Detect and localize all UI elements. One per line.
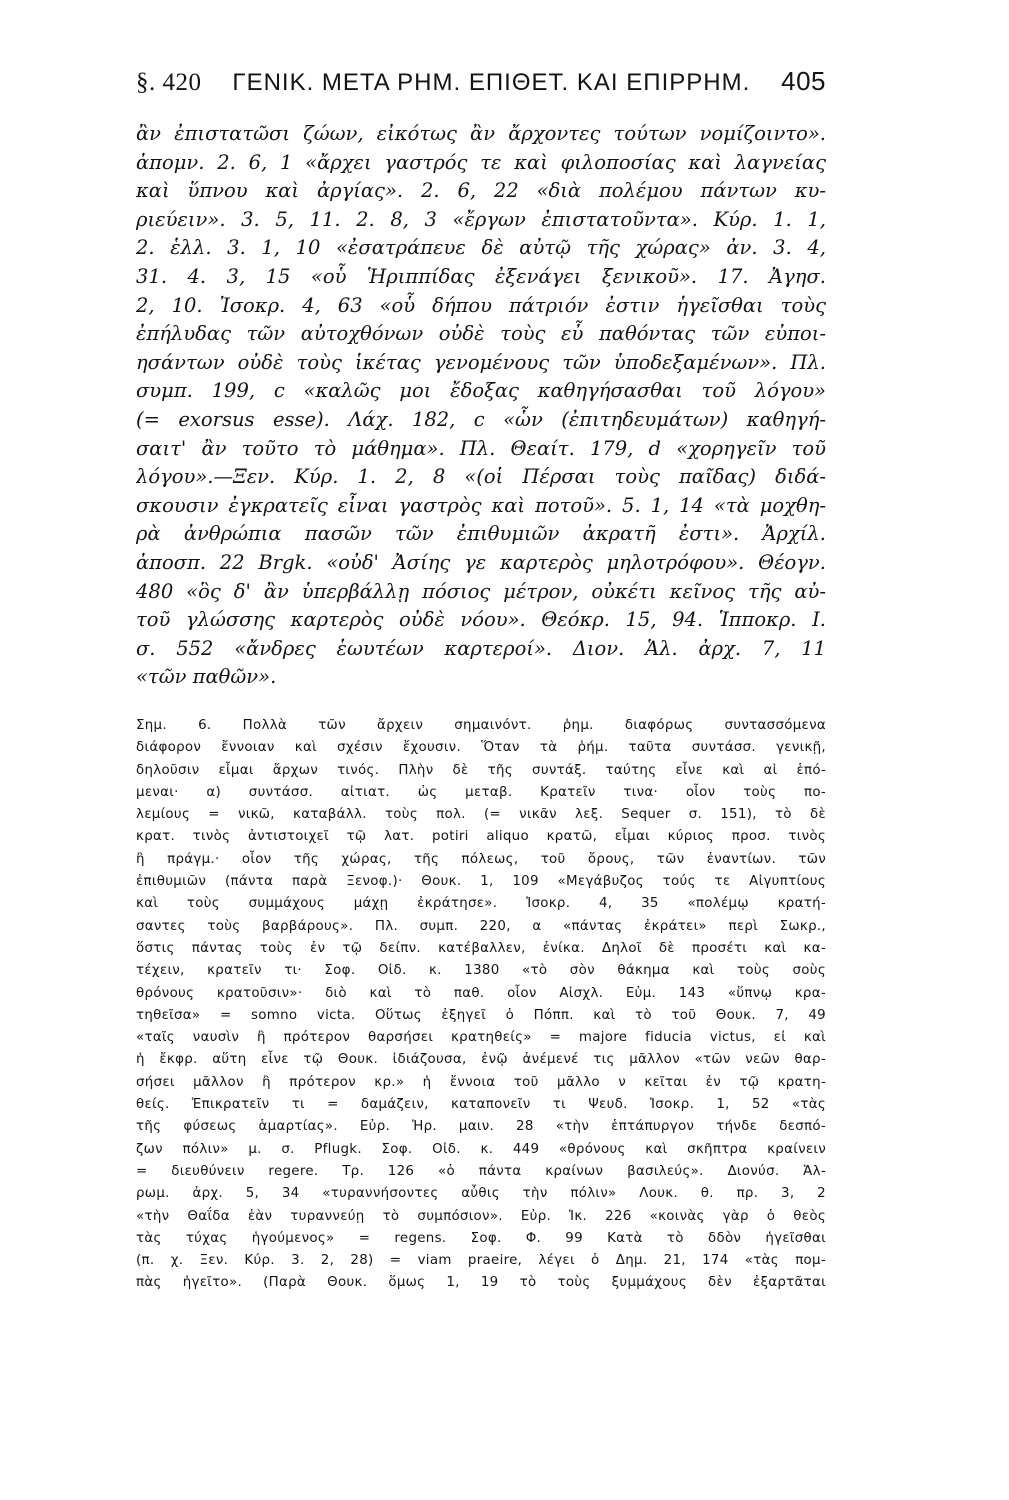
section-number: §. 420: [136, 69, 202, 96]
note-line: τὰς τύχας ἡγούμενος» = regens. Σοφ. Φ. 99 Κατὰ τὸ δδὸν ἡγεῖσθαι: [136, 1230, 826, 1246]
text-line: σ. 552 «ἄνδρες ἑωυτέων καρτεροί». Διον. Ἁλ. ἀρχ. 7, 11: [136, 636, 826, 660]
text-line: 2, 10. Ἰσοκρ. 4, 63 «οὗ δήπου πάτριόν ἐστιν ἡγεῖσθαι τοὺς: [136, 293, 826, 317]
text-line: ἀπομν. 2. 6, 1 «ἄρχει γαστρός τε καὶ φιλοποσίας καὶ λαγνείας: [136, 150, 826, 174]
note-line: ρωμ. ἀρχ. 5, 34 «τυραννήσοντες αὖθις τὴν πόλιν» Λουκ. θ. πρ. 3, 2: [136, 1186, 826, 1202]
note-line: μεναι· α) συντάσσ. αἰτιατ. ὡς μεταβ. Κρατεῖν τινα· οἷον τοὺς πο-: [136, 784, 826, 800]
footnote-text: [136, 715, 826, 1295]
note-line: καὶ τοὺς συμμάχους μάχῃ ἐκράτησε». Ἰσοκρ. 4, 35 «πολέμῳ κρατή-: [136, 896, 826, 912]
note-line: διάφορον ἔννοιαν καὶ σχέσιν ἔχουσιν. Ὅταν τὰ ῥήμ. ταῦτα συντάσσ. γενικῇ,: [136, 740, 826, 756]
text-line: «τῶν παθῶν».: [136, 665, 277, 689]
note-line: Σημ. 6. Πολλὰ τῶν ἄρχειν σημαινόντ. ῥημ. διαφόρως συντασσόμενα: [136, 718, 826, 733]
text-line: 480 «ὃς δ' ἂν ὑπερβάλλῃ πόσιος μέτρον, οὐκέτι κεῖνος τῆς αὐ-: [136, 579, 826, 603]
note-line: τῆς φύσεως ἁμαρτίας». Εὐρ. Ἡρ. μαιν. 28 «τὴν ἑπτάπυργον τήνδε δεσπό-: [136, 1119, 826, 1135]
text-line: ἂν ἐπιστατῶσι ζώων, εἰκότως ἂν ἄρχοντες τούτων νομίζοιντο».: [136, 122, 826, 145]
text-line: 31. 4. 3, 15 «οὗ Ἡριππίδας ἐξενάγει ξενικοῦ». 17. Ἀγησ.: [136, 264, 826, 288]
text-line: σκουσιν ἐγκρατεῖς εἶναι γαστρὸς καὶ ποτοῦ». 5. 1, 14 «τὰ μοχθη-: [136, 493, 826, 517]
text-line: ησάντων οὐδὲ τοὺς ἱκέτας γενομένους τῶν ὑποδεξαμένων». Πλ.: [136, 350, 826, 374]
note-line: σαντες τοὺς βαρβάρους». Πλ. συμπ. 220, α «πάντας ἐκράτει» περὶ Σωκρ.,: [136, 918, 826, 934]
note-line: ὅστις πάντας τοὺς ἐν τῷ δείπν. κατέβαλλεν, ἐνίκα. Δηλοῖ δὲ προσέτι καὶ κα-: [136, 940, 826, 956]
text-line: ἐπήλυδας τῶν αὐτοχθόνων οὐδὲ τοὺς εὖ παθόντας τῶν εὐποι-: [136, 322, 826, 346]
note-line: πὰς ἡγεῖτο». (Παρὰ Θουκ. ὅμως 1, 19 τὸ τοὺς ξυμμάχους δὲν ἐξαρτᾶται: [136, 1275, 826, 1291]
note-line: σήσει μᾶλλον ἢ πρότερον κρ.» ἡ ἔννοια τοῦ μᾶλλο ν κεῖται ἐν τῷ κρατη-: [136, 1074, 826, 1090]
text-line: καὶ ὕπνου καὶ ἀργίας». 2. 6, 22 «διὰ πολέμου πάντων κυ-: [136, 179, 826, 203]
note-line: λεμίους = νικῶ, καταβάλλ. τοὺς πολ. (= νικᾶν λεξ. Sequer σ. 151), τὸ δὲ: [136, 807, 826, 823]
note-line: θρόνους κρατοῦσιν»· διὸ καὶ τὸ παθ. οἷον Αἰσχλ. Εὐμ. 143 «ὕπνῳ κρα-: [136, 985, 826, 1001]
text-line: ρὰ ἀνθρώπια πασῶν τῶν ἐπιθυμιῶν ἀκρατῆ ἐστι». Ἀρχίλ.: [136, 522, 826, 546]
note-line: τηθεῖσα» = somno victa. Οὕτως ἐξηγεῖ ὁ Πόππ. καὶ τὸ τοῦ Θουκ. 7, 49: [136, 1007, 826, 1023]
text-line: λόγου».—Ξεν. Κύρ. 1. 2, 8 «(οἱ Πέρσαι τοὺς παῖδας) διδά-: [136, 465, 826, 489]
text-line: (= exorsus esse). Λάχ. 182, c «ὧν (ἐπιτηδευμάτων) καθηγή-: [136, 407, 826, 431]
note-line: «ταῖς ναυσὶν ἢ πρότερον θαρσήσει κρατηθείς» = majore fiducia victus, εἰ καὶ: [136, 1030, 826, 1046]
note-line: κρατ. τινὸς ἀντιστοιχεῖ τῷ λατ. potiri aliquo κρατῶ, εἶμαι κύριος προσ. τινὸς: [136, 829, 826, 845]
note-line: θείς. Ἐπικρατεῖν τι = δαμάζειν, καταπονεῖν τι Ψευδ. Ἰσοκρ. 1, 52 «τὰς: [136, 1097, 826, 1113]
note-line: (π. χ. Ξεν. Κύρ. 3. 2, 28) = viam praeire, λέγει ὁ Δημ. 21, 174 «τὰς πομ-: [136, 1253, 826, 1269]
running-header: [136, 66, 826, 102]
note-line: ἢ πράγμ.· οἷον τῆς χώρας, τῆς πόλεως, τοῦ ὄρους, τῶν ἐναντίων. τῶν: [136, 851, 826, 867]
main-text: [136, 120, 826, 692]
page-number: 405: [781, 66, 826, 96]
note-line: τέχειν, κρατεῖν τι· Σοφ. Οἰδ. κ. 1380 «τὸ σὸν θάκημα καὶ τοὺς σοὺς: [136, 963, 826, 979]
text-line: ριεύειν». 3. 5, 11. 2. 8, 3 «ἔργων ἐπιστατοῦντα». Κύρ. 1. 1,: [136, 207, 826, 231]
text-line: σαιτ' ἂν τοῦτο τὸ μάθημα». Πλ. Θεαίτ. 179, d «χορηγεῖν τοῦ: [136, 436, 826, 460]
note-line: ἡ ἔκφρ. αὕτη εἶνε τῷ Θουκ. ἰδιάζουσα, ἐνῷ ἀνέμενέ τις μᾶλλον «τῶν νεῶν θαρ-: [136, 1052, 826, 1068]
note-line: δηλοῦσιν εἶμαι ἄρχων τινός. Πλὴν δὲ τῆς συντάξ. ταύτης εἶνε καὶ αἱ ἑπό-: [136, 762, 826, 778]
note-line: ζων πόλιν» μ. σ. Pflugk. Σοφ. Οἰδ. κ. 449 «θρόνους καὶ σκῆπτρα κραίνειν: [136, 1141, 826, 1157]
note-line: «τὴν Θαΐδα ἐὰν τυραννεύῃ τὸ συμπόσιον». Εὐρ. Ἱκ. 226 «κοινὰς γὰρ ὁ θεὸς: [136, 1208, 826, 1224]
text-line: τοῦ γλώσσης καρτερὸς οὐδὲ νόου». Θεόκρ. 15, 94. Ἱπποκρ. Ι.: [136, 608, 826, 632]
running-title: ΓΕΝΙΚ. ΜΕΤΑ ΡΗΜ. ΕΠΙΘΕΤ. ΚΑΙ ΕΠΙΡΡΗΜ.: [232, 69, 751, 96]
text-line: συμπ. 199, c «καλῶς μοι ἔδοξας καθηγήσασθαι τοῦ λόγου»: [136, 379, 826, 403]
text-line: ἀποσπ. 22 Brgk. «οὐδ' Ἀσίης γε καρτερὸς μηλοτρόφου». Θέογν.: [136, 550, 826, 574]
note-line: ἐπιθυμιῶν (πάντα παρὰ Ξενοφ.)· Θουκ. 1, 109 «Μεγάβυζος τούς τε Αἰγυπτίους: [136, 874, 826, 890]
text-line: 2. ἑλλ. 3. 1, 10 «ἐσατράπευε δὲ αὐτῷ τῆς χώρας» ἀν. 3. 4,: [136, 236, 826, 260]
note-line: = διευθύνειν regere. Τρ. 126 «ὁ πάντα κραίνων βασιλεύς». Διονύσ. Ἁλ-: [136, 1163, 826, 1179]
